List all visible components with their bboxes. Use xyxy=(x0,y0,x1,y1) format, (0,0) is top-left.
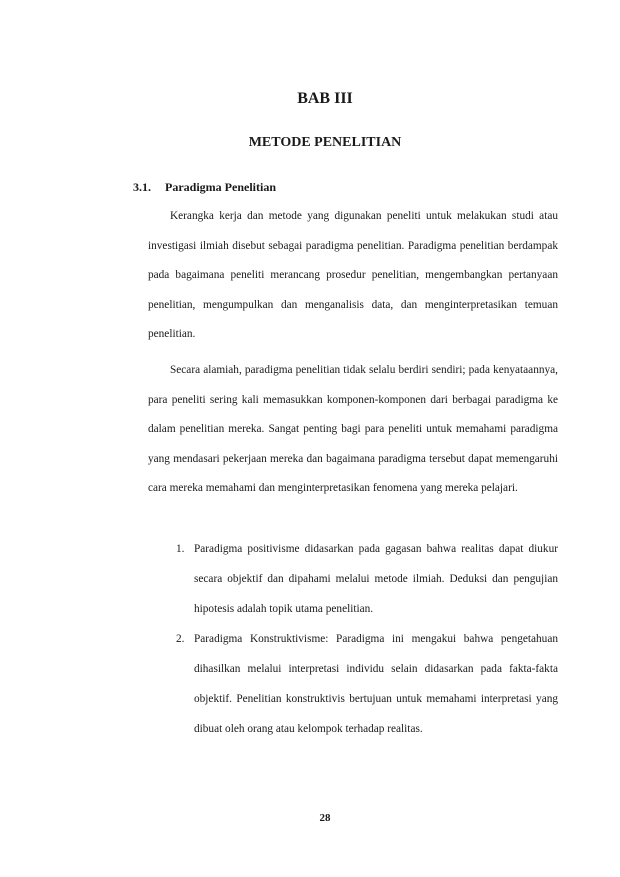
list-marker: 2. xyxy=(176,633,185,645)
section-number: 3.1. xyxy=(133,180,151,194)
paragraph-2: Secara alamiah, paradigma penelitian tidak selalu berdiri sendiri; pada kenyataannya, para peneliti sering kali memasukkan komponen-komponen dari berbagai paradigma ke dalam penelitian mereka. Sangat penting bagi para peneliti untuk memahami paradigma yang mendasari pekerjaan mereka dan bagaimana paradigma tersebut dapat memengaruhi cara mereka memahami dan menginterpretasikan fenomena yang mereka pelajari. xyxy=(148,364,558,494)
list-marker: 1. xyxy=(176,543,185,555)
chapter-subtitle: METODE PENELITIAN xyxy=(248,135,402,150)
paradigm-list xyxy=(176,534,558,744)
paragraph-1: Kerangka kerja dan metode yang digunakan peneliti untuk melakukan studi atau investigasi ilmiah disebut sebagai paradigma penelitian. Paradigma penelitian berdampak pada bagaimana peneliti merancang prosedur penelitian, mengembangkan pertanyaan penelitian, mengumpulkan dan menganalisis data, dan menginterpretasikan temuan penelitian. xyxy=(148,210,558,340)
section-title: Paradigma Penelitian xyxy=(165,180,276,194)
list-item xyxy=(176,624,558,744)
page-number: 28 xyxy=(319,812,331,824)
list-item xyxy=(176,534,558,624)
list-item-text: Paradigma positivisme didasarkan pada gagasan bahwa realitas dapat diukur secara objektif dan dipahami melalui metode ilmiah. Deduksi dan pengujian hipotesis adalah topik utama penelitian. xyxy=(194,543,558,615)
chapter-title: BAB III xyxy=(297,90,353,107)
section-heading xyxy=(133,180,276,195)
list-item-text: Paradigma Konstruktivisme: Paradigma ini mengakui bahwa pengetahuan dihasilkan melalui interpretasi individu selain didasarkan pada fakta-fakta objektif. Penelitian konstruktivis bertujuan untuk memahami interpretasi yang dibuat oleh orang atau kelompok terhadap realitas. xyxy=(194,633,558,735)
